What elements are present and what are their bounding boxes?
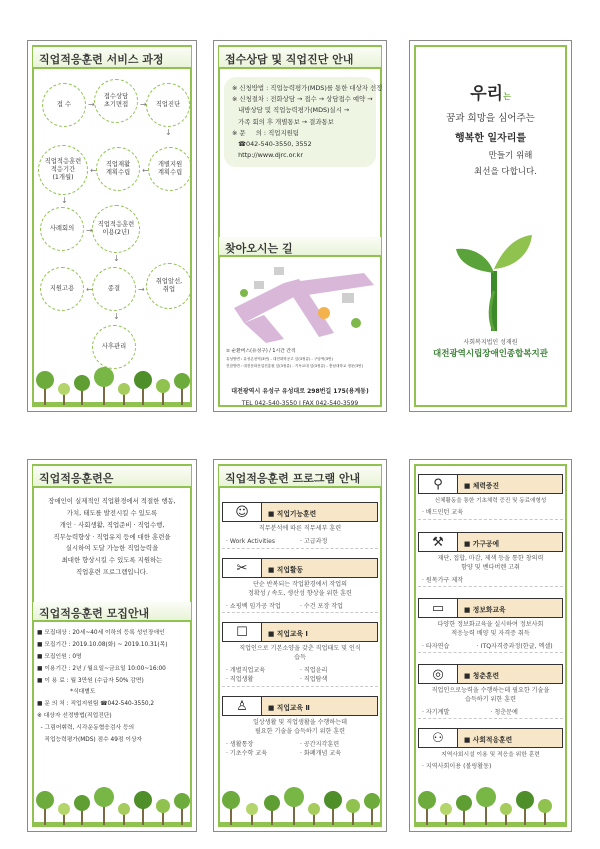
transport-row: ≡ 순환버스(유성구) / 1시간 간격 [226,349,296,354]
program-bullet: · 타자연습 [422,642,450,650]
info-row: ☎042-540-3550, 3552 [232,140,312,149]
program-title: ■ 사회적응훈련 [458,728,563,748]
program-bullet: · 자기계발 [422,708,450,716]
arrow-icon: ↓ [165,128,172,137]
section-title: 직업적응훈련은 [33,466,191,488]
program-desc: 단순 반복되는 작업환경에서 작업의 [252,581,348,588]
transport-info [226,347,378,370]
tools-icon: ✂ [222,558,262,578]
slogan-we: 우리 [470,84,504,104]
book-icon: ☐ [222,622,262,642]
panel-title: 직업적응훈련 프로그램 안내 [219,466,381,488]
intro-line: 최대한 향상시킬 수 있도록 지원하는 [61,556,163,565]
program-bullet: · 직업탐색 [300,676,328,684]
panel-service-process [27,40,197,412]
program-desc: 지역사회시설 이용 및 적응을 위한 훈련 [441,752,540,758]
arrow-icon: ← [142,166,149,175]
slogan-line: 꿈과 희망을 심어주는 [446,113,535,124]
slogan-line: 만들기 위해 [488,151,533,161]
program-item [418,664,563,719]
program-item [418,598,563,653]
program-title: ■ 직업기능훈련 [262,502,378,522]
tel-fax: TEL 042-540-3550 I FAX 042-540-3599 [241,400,359,407]
info-row: http://www.djrc.or.kr [232,151,303,160]
address: 대전광역시 유성구 유성대로 298번길 175(용계동) [231,388,369,395]
program-title: ■ 가구공예 [458,532,563,552]
org-name: 대전광역시립장애인종합복지관 [433,349,548,359]
hammer-icon: ⚒ [418,532,458,552]
program-title: ■ 청춘훈련 [458,664,563,684]
node-training-use: 직업적응훈련 이용(2년) [92,205,140,253]
program-bullet: · 지역사회이용 (볼링활동) [422,763,492,771]
program-bullet: · 원목가구 제작 [422,576,464,584]
panel-program-guide [213,459,387,832]
arrow-icon: ← [86,285,93,294]
program-desc: 일상생활 및 직업생활을 수행하는데 [252,719,348,726]
program-item [222,696,378,759]
tree-border [32,361,192,405]
badminton-icon: ⚲ [418,474,458,494]
recruit-info [37,628,190,747]
slogan-line: 행복한 일자리를 [454,133,527,144]
program-bullet: · 쇼핑백 임가공 작업 [226,602,281,610]
intro-line: 직업훈련 프로그램입니다. [76,568,148,577]
node-individual-plan: 개별지원 계획수립 [148,147,192,191]
program-item [222,622,378,687]
transport-row: 유성방면 : 유성온천역(3번) - 대전화학공고 앞(3정류) - 구암역(3번) [226,357,333,362]
panel-training-intro [27,459,197,832]
program-bullet: · 수건 포장 작업 [300,602,344,610]
intro-line: 가치, 태도를 발전시킬 수 있도록 [66,508,158,517]
recruit-row: ■ 문 의 처 : 직업지원팀 ☎042-540-3550,2 [37,701,155,708]
program-bullet: · 청춘문예 [490,708,518,716]
node-adaptation-period: 직업적응훈련 적응기간 (1개월) [38,145,88,195]
program-desc: 함양 및 벤다버렌 고취 [461,563,520,571]
intro-line: 장애인이 실제적인 직업환경에서 적절한 행동, [48,497,176,505]
program-item [418,474,563,520]
program-desc: 다양한 정보화교육을 실시하여 정보사회 [437,621,544,628]
program-title: ■ 체력증진 [458,474,563,494]
program-desc: 습득하기 위한 훈련 [465,695,516,703]
recruit-row: ■ 이 용 료 : 월 3만원 (수급자 50% 감면) [37,677,144,684]
location-map [224,263,378,343]
tree-border [32,781,192,825]
program-bullet: · 직업생활 [226,676,254,684]
slogan [410,79,571,177]
program-title: ■ 직업활동 [262,558,378,578]
node-job-placement: 취업알선, 취업 [146,263,192,309]
arrow-icon: → [138,285,145,294]
people-icon: ⚇ [418,728,458,748]
program-bullet: · 배드민턴 교육 [422,509,464,517]
slogan-particle: 는 [503,92,511,101]
info-row: ※ 신청절차 : 전화상담 → 접수 → 상담접수 예약 → [232,95,373,104]
program-item [418,532,563,587]
node-intake: 접 수 [42,83,86,127]
panel-consultation-guide [213,40,387,412]
application-info-box [224,77,383,167]
program-title: ■ 정보화교육 [458,598,563,618]
presenter-icon: ♙ [222,696,262,716]
panel-cover [409,40,572,412]
arrow-icon: → [88,100,95,109]
program-desc: 재단, 접합, 마감, 제색 등을 통한 창의력 [437,555,544,562]
slogan-line: 최선을 다합니다. [474,167,537,177]
program-desc: 직업인으로 기본소양을 갖춘 직업태도 및 인식 [239,645,361,652]
program-bullet: · 화폐개념 교육 [300,750,342,758]
program-desc: 신체활동을 통한 기초체력 증진 및 동료애형성 [434,498,547,504]
program-desc: 필요한 기술을 습득하기 위한 훈련 [254,727,346,735]
info-row: ※ 문 의 : 직업지원팀 [232,128,299,137]
recruit-row: 직업능력평가(MDS) 점수 49점 이상자 [37,736,143,743]
arrow-icon: ↓ [113,254,120,263]
intro-line: 직무능력향상 · 직업유지 등에 대한 훈련을 [53,532,171,541]
recruit-row: ■ 모집인원 : 0명 [37,653,82,660]
recruit-row: ■ 모집기간 : 2019.10.08(화) ~ 2019.10.31(목) [37,641,168,648]
recruit-row: ■ 모집대상 : 20세~40세 이하의 등록 성인장애인 [37,630,165,636]
program-bullet: · 고급과정 [300,537,328,545]
program-title: ■ 직업교육 Ⅱ [262,696,378,716]
program-bullet: · Work Activities [226,537,276,545]
directions-title: 찾아오시는 길 [219,237,381,257]
sprout-logo-icon [450,211,534,331]
program-bullet: · 개별직업교육 [226,666,266,674]
panel-title: 직업적응훈련 서비스 과정 [33,47,191,69]
transport-row: 진잠방면 : 대전문화산업진흥원 앞(3정류) - 기독교대 앞(3정류) - 충남대학교 정문(3번) [226,363,363,368]
recruit-row: ■ 이용기간 : 2년 / 월요일~금요일 10:00~16:00 [37,665,166,672]
program-item [222,502,378,549]
node-initial-interview: 접수상담 초기면접 [94,79,138,123]
arrow-icon: → [86,226,93,235]
node-supported-employment: 지원고용 [40,267,84,311]
org-subtitle: 사회복지법인 성재원 [463,339,518,346]
panel-program-guide-2 [409,459,572,832]
tree-border [218,781,382,825]
program-bullet: · 기초수학 교육 [226,750,268,758]
info-row: ※ 신청방법 : 직업능력평가(MDS)를 통한 대상자 선정 [232,84,383,92]
program-bullet: · 공간지각훈련 [300,740,340,748]
node-rehab-plan: 직업재활 계획수립 [96,147,140,191]
info-row: 가족 회의 후 개별통보 → 결과통보 [232,117,334,126]
arrow-icon: ↓ [61,196,68,205]
worker-icon: ☺ [222,502,262,522]
tree-border [414,781,567,825]
intro-body [36,496,188,579]
program-desc: 직업인으로능력을 수행하는데 필요한 기술을 [431,687,550,694]
program-desc: 적응능력 배양 및 자격증 취득 [451,629,530,637]
node-case-meeting: 사례회의 [40,207,84,251]
info-row: 내방상담 및 직업능력평가(MDS)실시 → [232,106,350,115]
intro-line: 개인 · 사회생활, 직업준비 · 직업수행, [59,520,165,529]
node-vocational-assessment: 직업진단 [146,83,190,127]
program-desc: 정확성 / 속도, 생산성 향상을 위한 훈련 [248,589,352,597]
node-closure: 종결 [92,267,136,311]
intro-line: 실시하여 도달 가능한 직업능력을 [65,544,159,553]
program-bullet: · 직업윤리 [300,666,328,674]
program-desc: 직무분석에 따른 직무세부 훈련 [258,525,342,532]
computer-icon: ▭ [418,598,458,618]
program-item [418,728,563,772]
target-icon: ◎ [418,664,458,684]
program-desc: 습득 [294,653,306,661]
recruit-title: 직업적응훈련 모집안내 [33,602,191,622]
node-follow-up: 사후관리 [92,325,136,369]
program-title: ■ 직업교육 Ⅰ [262,622,378,642]
recruit-row: ※ 대상자 선정방법(직업진단) [37,713,112,720]
program-bullet: · 생활통장 [226,740,254,748]
arrow-icon: → [140,100,147,109]
panel-title: 접수상담 및 직업진단 안내 [219,47,381,69]
recruit-row: - 그림어휘력, 시각운동협응검사 등의 [37,725,135,731]
recruit-row: *식대별도 [37,689,96,696]
arrow-icon: ↓ [113,312,120,321]
program-bullet: · ITQ자격증과정(한글, 엑셀) [476,642,553,650]
program-item [222,558,378,613]
arrow-icon: ← [90,166,97,175]
